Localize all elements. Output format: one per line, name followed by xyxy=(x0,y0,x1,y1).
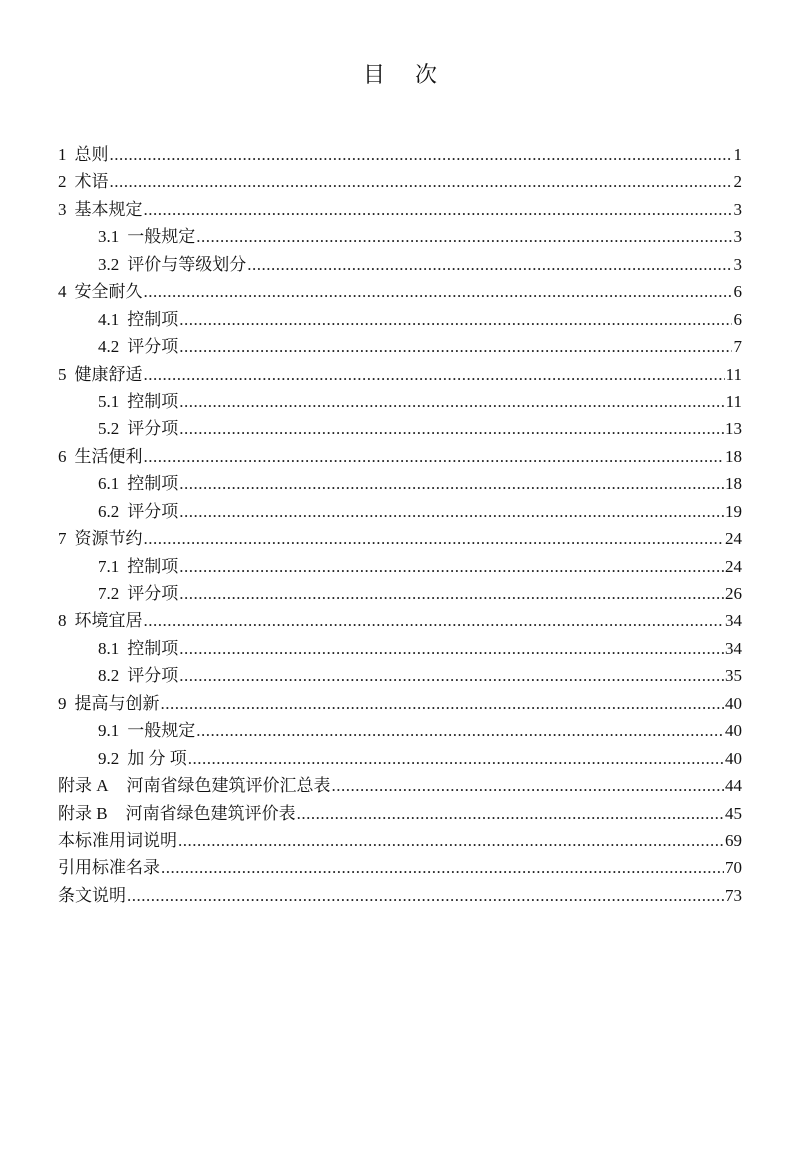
dot-leader xyxy=(297,800,724,827)
toc-appendix-entry[interactable] xyxy=(58,800,742,827)
toc-subentry[interactable] xyxy=(58,662,742,689)
dot-leader xyxy=(144,443,725,470)
toc-label: 控制项 xyxy=(127,556,179,576)
dot-leader xyxy=(144,525,725,552)
dot-leader xyxy=(179,498,724,525)
toc-entry[interactable] xyxy=(58,141,742,168)
toc-appendix-number: 附录 A xyxy=(58,776,109,796)
toc-subentry[interactable] xyxy=(58,415,742,442)
toc-number: 4.1 xyxy=(98,309,120,329)
dot-leader xyxy=(332,772,724,799)
toc-number: 8.2 xyxy=(98,666,120,686)
toc-subentry[interactable] xyxy=(58,745,742,772)
dot-leader xyxy=(144,196,733,223)
toc-label: 评价与等级划分 xyxy=(127,254,247,274)
toc-entry[interactable] xyxy=(58,168,742,195)
toc-entry[interactable] xyxy=(58,525,742,552)
toc-label: 一般规定 xyxy=(127,227,196,247)
toc-number: 8 xyxy=(58,611,67,631)
toc-number: 6 xyxy=(58,446,67,466)
toc-subentry[interactable] xyxy=(58,635,742,662)
toc-page-number: 34 xyxy=(725,611,742,631)
toc-entry[interactable] xyxy=(58,361,742,388)
dot-leader xyxy=(144,278,733,305)
toc-label: 评分项 xyxy=(127,419,179,439)
toc-number: 8.1 xyxy=(98,638,120,658)
toc-page-number: 19 xyxy=(725,501,742,521)
toc-page-number: 3 xyxy=(733,199,742,219)
dot-leader xyxy=(179,306,732,333)
toc-number: 3.2 xyxy=(98,254,120,274)
toc-label: 河南省绿色建筑评价汇总表 xyxy=(126,776,331,796)
toc-page-number: 69 xyxy=(725,830,742,850)
toc-number: 6.2 xyxy=(98,501,120,521)
dot-leader xyxy=(179,553,724,580)
toc-number: 7 xyxy=(58,529,67,549)
toc-entry[interactable] xyxy=(58,690,742,717)
toc-page-number: 45 xyxy=(725,803,742,823)
toc-page-number: 18 xyxy=(725,474,742,494)
toc-label: 提高与创新 xyxy=(74,693,160,713)
toc-label: 加 分 项 xyxy=(127,748,187,768)
toc-page-number: 40 xyxy=(725,693,742,713)
toc-number: 9.1 xyxy=(98,721,120,741)
toc-page-number: 26 xyxy=(725,584,742,603)
toc-label: 资源节约 xyxy=(74,529,143,549)
toc-page-number: 35 xyxy=(725,666,742,686)
toc-page-number: 13 xyxy=(725,419,742,439)
toc-label: 控制项 xyxy=(127,309,179,329)
toc-subentry[interactable] xyxy=(58,251,742,278)
table-of-contents xyxy=(58,141,742,909)
toc-label: 生活便利 xyxy=(74,446,143,466)
toc-subentry[interactable] xyxy=(58,333,742,360)
toc-page-number: 24 xyxy=(725,556,742,576)
toc-label: 总则 xyxy=(74,145,109,164)
toc-number: 4.2 xyxy=(98,337,120,357)
toc-label: 评分项 xyxy=(127,584,179,603)
toc-page-number: 73 xyxy=(725,885,742,905)
page-title xyxy=(0,58,800,89)
dot-leader xyxy=(144,361,725,388)
toc-number: 1 xyxy=(58,145,67,164)
toc-appendix-entry[interactable] xyxy=(58,772,742,799)
toc-label: 健康舒适 xyxy=(74,364,143,384)
toc-page-number: 18 xyxy=(725,446,742,466)
toc-page-number: 6 xyxy=(733,309,742,329)
toc-subentry[interactable] xyxy=(58,223,742,250)
toc-number: 5 xyxy=(58,364,67,384)
toc-subentry[interactable] xyxy=(58,553,742,580)
toc-entry[interactable] xyxy=(58,278,742,305)
toc-entry[interactable] xyxy=(58,607,742,634)
toc-label: 河南省绿色建筑评价表 xyxy=(125,803,296,823)
title-char-2: 次 xyxy=(415,62,438,87)
toc-subentry[interactable] xyxy=(58,306,742,333)
dot-leader xyxy=(161,690,725,717)
toc-number: 2 xyxy=(58,172,67,192)
toc-page-number: 6 xyxy=(733,282,742,302)
toc-page-number: 24 xyxy=(725,529,742,549)
toc-entry[interactable] xyxy=(58,854,742,881)
toc-label: 一般规定 xyxy=(127,721,196,741)
toc-label: 本标准用词说明 xyxy=(58,830,177,850)
toc-number: 4 xyxy=(58,282,67,302)
toc-label: 评分项 xyxy=(127,501,179,521)
dot-leader xyxy=(179,333,732,360)
toc-subentry[interactable] xyxy=(58,498,742,525)
dot-leader xyxy=(127,882,724,909)
title-char-1: 目 xyxy=(362,62,385,87)
dot-leader xyxy=(179,470,724,497)
dot-leader xyxy=(144,607,725,634)
toc-number: 9 xyxy=(58,693,67,713)
dot-leader xyxy=(179,635,724,662)
toc-entry[interactable] xyxy=(58,443,742,470)
toc-label: 引用标准名录 xyxy=(58,858,160,878)
toc-subentry[interactable] xyxy=(58,580,742,607)
toc-label: 控制项 xyxy=(127,638,179,658)
dot-leader xyxy=(179,662,724,689)
toc-page-number: 40 xyxy=(725,721,742,741)
toc-number: 7.2 xyxy=(98,584,120,603)
dot-leader xyxy=(110,168,733,195)
toc-page-number: 3 xyxy=(733,254,742,274)
toc-entry[interactable] xyxy=(58,827,742,854)
dot-leader xyxy=(196,223,732,250)
toc-entry[interactable] xyxy=(58,196,742,223)
dot-leader xyxy=(179,580,724,607)
dot-leader xyxy=(110,141,733,168)
toc-page-number: 40 xyxy=(725,748,742,768)
dot-leader xyxy=(179,388,724,415)
toc-label: 条文说明 xyxy=(58,885,126,905)
toc-label: 安全耐久 xyxy=(74,282,143,302)
toc-page-number: 11 xyxy=(725,364,742,384)
toc-label: 评分项 xyxy=(127,337,179,357)
dot-leader xyxy=(196,717,724,744)
toc-subentry[interactable] xyxy=(58,388,742,415)
toc-page-number: 70 xyxy=(725,858,742,878)
toc-page-number: 2 xyxy=(733,172,742,192)
toc-page-number: 44 xyxy=(725,776,742,796)
toc-number: 5.1 xyxy=(98,391,120,411)
toc-label: 评分项 xyxy=(127,666,179,686)
toc-label: 控制项 xyxy=(127,474,179,494)
toc-number: 3 xyxy=(58,199,67,219)
toc-page-number: 1 xyxy=(733,145,742,164)
toc-entry[interactable] xyxy=(58,882,742,909)
toc-number: 6.1 xyxy=(98,474,120,494)
toc-label: 控制项 xyxy=(127,391,179,411)
toc-appendix-number: 附录 B xyxy=(58,803,108,823)
toc-label: 术语 xyxy=(74,172,109,192)
toc-number: 9.2 xyxy=(98,748,120,768)
toc-page-number: 34 xyxy=(725,638,742,658)
toc-number: 3.1 xyxy=(98,227,120,247)
toc-label: 基本规定 xyxy=(74,199,143,219)
dot-leader xyxy=(161,854,724,881)
toc-subentry[interactable] xyxy=(58,717,742,744)
toc-page-number: 7 xyxy=(733,337,742,357)
toc-page-number: 3 xyxy=(733,227,742,247)
toc-page-number: 11 xyxy=(725,391,742,411)
toc-subentry[interactable] xyxy=(58,470,742,497)
dot-leader xyxy=(247,251,732,278)
dot-leader xyxy=(178,827,724,854)
toc-number: 5.2 xyxy=(98,419,120,439)
dot-leader xyxy=(179,415,724,442)
toc-label: 环境宜居 xyxy=(74,611,143,631)
dot-leader xyxy=(188,745,724,772)
toc-number: 7.1 xyxy=(98,556,120,576)
